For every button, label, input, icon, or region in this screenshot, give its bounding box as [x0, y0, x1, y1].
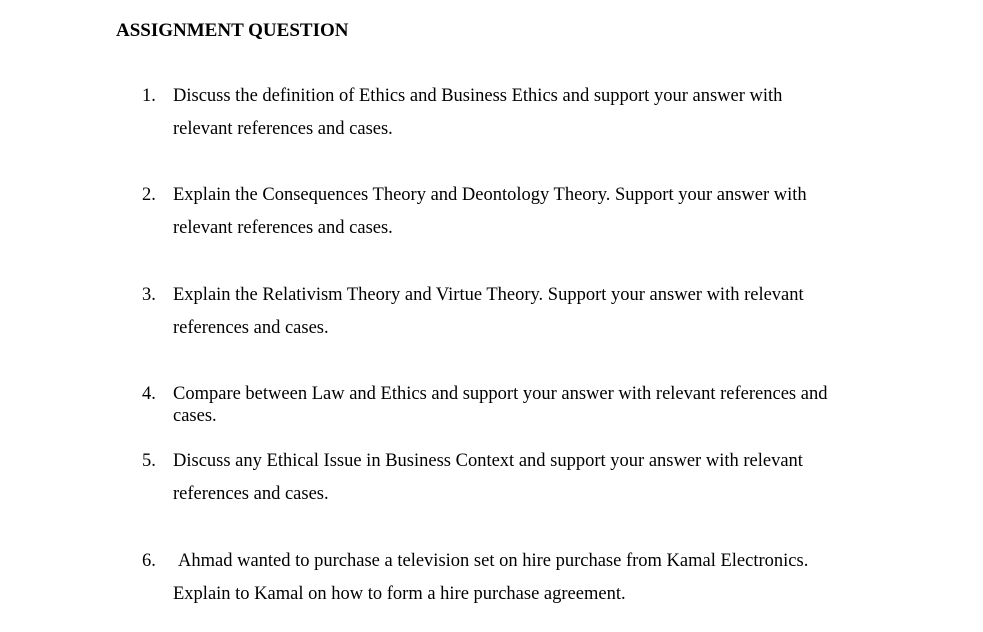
assignment-heading: ASSIGNMENT QUESTION: [116, 20, 349, 41]
question-text-line: cases.: [173, 406, 217, 426]
question-number: 2.: [142, 185, 156, 205]
question-text-line: Explain the Relativism Theory and Virtue Theory. Support your answer with relevant: [173, 285, 804, 305]
question-number: 1.: [142, 86, 156, 106]
question-text-line: Ahmad wanted to purchase a television set on hire purchase from Kamal Electronics.: [178, 551, 809, 571]
question-text-line: relevant references and cases.: [173, 218, 393, 238]
question-number: 4.: [142, 384, 156, 404]
question-number: 6.: [142, 551, 156, 571]
question-text-line: Explain the Consequences Theory and Deontology Theory. Support your answer with: [173, 185, 807, 205]
question-text-line: Discuss the definition of Ethics and Business Ethics and support your answer with: [173, 86, 783, 106]
question-text-line: references and cases.: [173, 484, 329, 504]
question-text-line: Discuss any Ethical Issue in Business Context and support your answer with relevant: [173, 451, 803, 471]
question-number: 5.: [142, 451, 156, 471]
question-number: 3.: [142, 285, 156, 305]
question-text-line: Compare between Law and Ethics and support your answer with relevant references and: [173, 384, 828, 404]
question-text-line: Explain to Kamal on how to form a hire purchase agreement.: [173, 584, 626, 604]
question-text-line: relevant references and cases.: [173, 119, 393, 139]
question-text-line: references and cases.: [173, 318, 329, 338]
